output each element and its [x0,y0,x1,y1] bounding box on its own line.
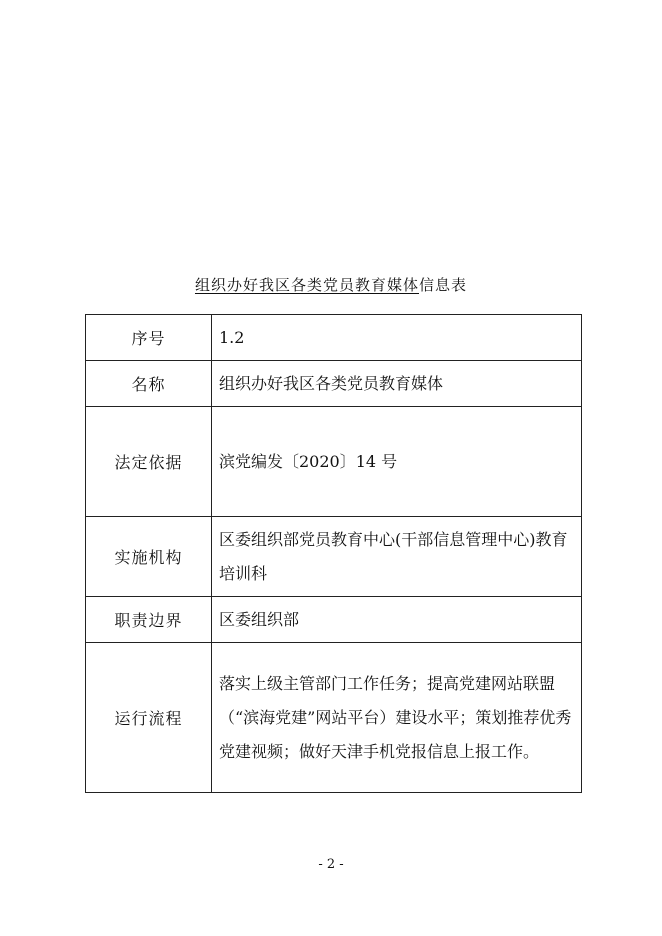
title-underlined-text: 组织办好我区各类党员教育媒体 [194,276,419,294]
row-label: 名称 [86,361,212,407]
row-value: 组织办好我区各类党员教育媒体 [212,361,582,407]
row-value: 区委组织部党员教育中心(干部信息管理中心)教育培训科 [212,517,582,597]
table-row-implementing-agency [86,517,582,597]
row-label: 实施机构 [86,517,212,597]
row-value: 落实上级主管部门工作任务；提高党建网站联盟（“滨海党建”网站平台）建设水平；策划推荐优秀党建视频；做好天津手机党报信息上报工作。 [212,643,582,793]
table-row-serial [86,315,582,361]
row-label: 职责边界 [86,597,212,643]
row-value: 区委组织部 [212,597,582,643]
title-suffix-text: 信息表 [419,276,468,294]
row-value: 1.2 [212,315,582,361]
info-table [85,314,582,793]
document-title [0,274,662,295]
table-row-process [86,643,582,793]
table-row-responsibility [86,597,582,643]
table-row-name [86,361,582,407]
row-label: 序号 [86,315,212,361]
page-number: - 2 - [318,857,344,872]
row-label: 运行流程 [86,643,212,793]
row-value: 滨党编发〔2020〕14 号 [212,407,582,517]
row-label: 法定依据 [86,407,212,517]
table-row-legal-basis [86,407,582,517]
